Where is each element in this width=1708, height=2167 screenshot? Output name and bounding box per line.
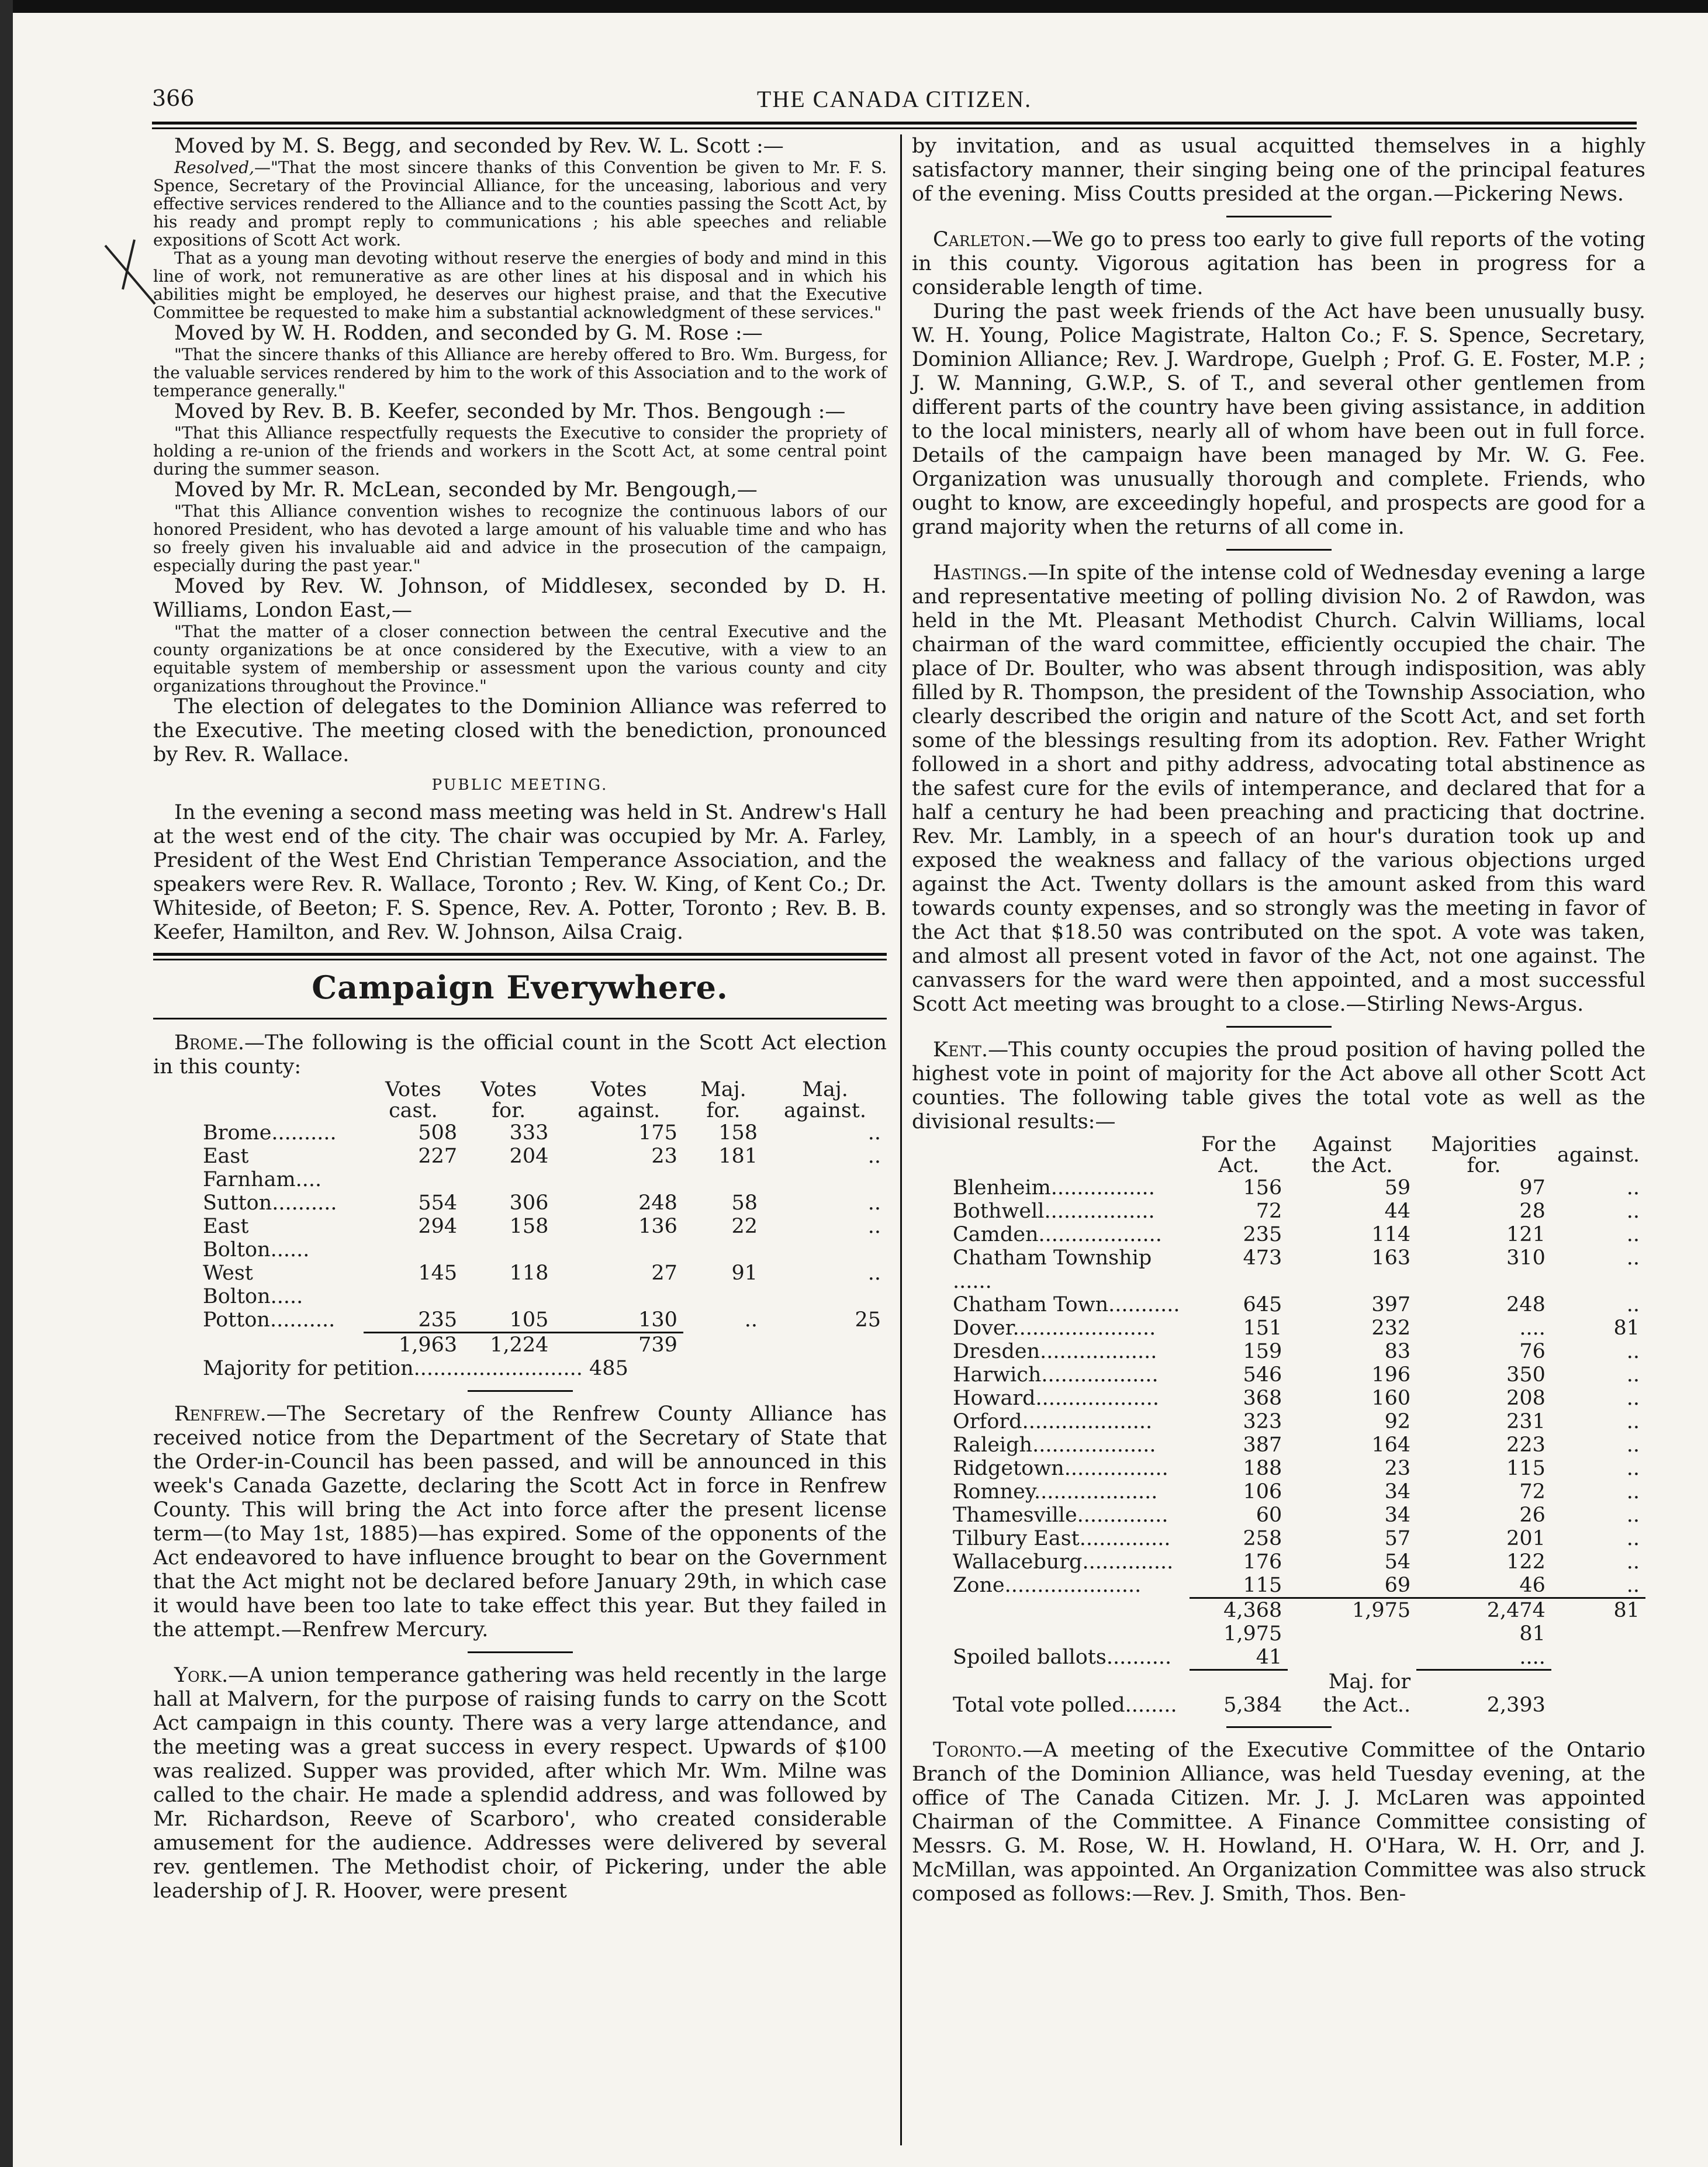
table-cell: 350 [1506,1363,1546,1387]
table-cell: 473 [1243,1246,1282,1270]
york-text: —A union temperance gathering was held recently in the large hall at Malvern, for the purpose of raising funds to carry on the Scott Act campaign in this county. There was a very large attendance, and the meeting was a great success in every respect. Upwards of $100 was realized. Supper was provided, after which Mr. Wm. Milne was called to the chair. He made a splendid address, and was followed by Mr. Richardson, Reeve of Scarboro', who created considerable amusement for the audience. Addresses were delivered by several rev. gentlemen. The Methodist choir, of Pickering, under the able leadership of J. R. Hoover, were present [153,1664,887,1903]
resolution-1b: That as a young man devoting without reserve the energies of body and mind in this line of work, not remunerative as are other lines at his disposal and in which his abilities might be employed, he deserves our highest praise, and that the Executive Committee be requested to make him a substantial acknowledgment of these services." [153,248,887,322]
table-cell: 145 [418,1262,458,1285]
item-rule [1226,1026,1332,1028]
table-cell: 310 [1506,1246,1546,1270]
table-cell: 105 [509,1308,549,1332]
header-rule [152,122,1637,125]
table-cell: 122 [1506,1550,1546,1574]
table-cell: 397 [1371,1293,1411,1316]
toronto-lead: Toronto. [933,1738,1023,1762]
table-cell: Bothwell................. [953,1200,1155,1223]
table-cell: 34 [1384,1480,1411,1504]
resolution-4: "That this Alliance convention wishes to recognize the continuous labors of our honored President, who has devoted a large amount of his valuable time and who has so freely given his invaluable aid and advice in the prosecution of the campaign, especially during the past year." [153,502,887,575]
table-cell: 25 [855,1308,881,1332]
table-cell: 72 [1256,1200,1282,1223]
table-cell: 368 [1243,1387,1282,1410]
table-cell: .. [867,1262,881,1285]
table-cell: 201 [1506,1527,1546,1550]
table-cell: 83 [1384,1340,1411,1363]
carleton-paragraph-2: During the past week friends of the Act have been unusually busy. W. H. Young, Police Magistrate, Halton Co.; F. S. Spence, Secretary, Dominion Alliance; Rev. J. Wardrope, Guelph ; Prof. G. E. Foster, M.P. ; J. W. Manning, G.W.P., S. of T., and several other gentlemen from different parts of the country have been giving assistance, in addition to the local ministers, nearly all of whom have been out in full force. Details of the campaign have been managed by Mr. W. G. Fee. Organization was unusually thorough and complete. Friends, who ought to know, are exceedingly hopeful, and prospects are good for a grand majority when the returns of all come in. [912,300,1645,539]
table-cell: 26 [1519,1504,1546,1527]
table-cell: .. [1626,1246,1640,1270]
kent-col-header: Against the Act. [1311,1133,1393,1177]
renfrew-text: —The Secretary of the Renfrew County Alliance has received notice from the Department of the Secretary of State that the Order-in-Council has been passed, and will be announced in this week's Canada Gazette, declaring the Scott Act in force in Renfrew County. This will bring the Act into force after the present license term—(to May 1st, 1885)—has expired. Some of the opponents of the Act endeavored to have influence brought to bear on the Government that the Act might not be declared before January 29th, in which case it would have been too late to take effect this year. But they failed in the attempt.—Renfrew Mercury. [153,1402,887,1641]
table-cell: .... [1519,1316,1546,1340]
table-cell: Thamesville.............. [953,1504,1168,1527]
table-cell: Sutton.......... [203,1191,337,1215]
table-cell: 554 [418,1191,458,1215]
table-cell: Camden................... [953,1223,1162,1246]
renfrew-lead: Renfrew. [174,1402,267,1426]
resolution-5: "That the matter of a closer connection between the central Executive and the county organizations be at once considered by the Executive, with a view to an equitable system of membership or assessment upon the various county and city organizations throughout the Province." [153,622,887,696]
table-cell: Potton.......... [203,1308,336,1332]
kent-subtract-row [953,1622,1645,1646]
table-cell: 5,384 [1223,1693,1282,1717]
table-cell: 46 [1519,1574,1546,1597]
brome-table-header [203,1079,887,1121]
right-column [912,134,1645,1906]
table-cell: East Farnham.... [203,1145,322,1191]
table-cell: Blenheim................ [953,1176,1155,1200]
item-rule [1226,216,1332,217]
table-cell: 115 [1243,1574,1282,1597]
table-cell: .. [1626,1200,1640,1223]
kent-vote-table [953,1134,1645,1717]
table-cell: .. [1626,1176,1640,1200]
table-cell: .... [1519,1646,1546,1669]
carleton-lead: Carleton. [933,228,1032,251]
table-cell: Brome.......... [203,1121,337,1145]
table-cell: .. [1626,1527,1640,1550]
kent-lead: Kent. [933,1038,988,1062]
table-cell: 294 [418,1215,458,1238]
table-cell: 34 [1384,1504,1411,1527]
table-cell: 41 [1256,1646,1282,1669]
table-row [203,1121,887,1145]
motion-2: Moved by W. H. Rodden, and seconded by G. M. Rose :— [174,322,763,345]
table-row [953,1316,1645,1340]
table-cell: 4,368 [1190,1598,1288,1623]
table-cell: 92 [1384,1410,1411,1433]
table-cell: East Bolton...... [203,1215,310,1262]
table-cell: 114 [1371,1223,1411,1246]
brome-lead: Brome. [174,1031,245,1055]
table-cell: 248 [638,1191,677,1215]
table-cell: .. [867,1215,881,1238]
table-cell: 508 [418,1121,458,1145]
table-cell: .. [1626,1457,1640,1480]
table-cell: 59 [1384,1176,1411,1200]
table-cell: 136 [638,1215,677,1238]
brome-col-header: Votes cast. [385,1078,441,1122]
table-cell: 387 [1243,1433,1282,1457]
table-row [953,1410,1645,1433]
resolution-2: "That the sincere thanks of this Alliance are hereby offered to Bro. Wm. Burgess, for the valuable services rendered by him to the work of this Association and to the work of temperance generally." [153,345,887,400]
table-cell: .. [1626,1550,1640,1574]
table-cell: 2,393 [1486,1693,1546,1717]
table-cell: 1,963 [364,1333,463,1357]
table-cell: 2,474 [1416,1598,1551,1623]
table-cell: .. [1626,1574,1640,1597]
kent-intro [912,1038,1645,1134]
table-cell: 158 [509,1215,549,1238]
table-cell: .. [867,1191,881,1215]
table-cell: 72 [1519,1480,1546,1504]
kent-col-header: against. [1557,1143,1640,1167]
table-cell: 1,224 [463,1333,554,1357]
table-cell: 208 [1506,1387,1546,1410]
table-cell: .. [1626,1504,1640,1527]
table-cell: 159 [1243,1340,1282,1363]
table-cell: 76 [1519,1340,1546,1363]
table-cell: 1,975 [1223,1622,1282,1646]
table-cell: 60 [1256,1504,1282,1527]
table-cell: 248 [1506,1293,1546,1316]
section-rule-thin [153,959,887,960]
table-cell: 130 [638,1308,677,1332]
table-cell: 54 [1384,1550,1411,1574]
table-cell: 176 [1243,1550,1282,1574]
hastings-lead: Hastings. [933,561,1028,585]
resolution-1 [153,158,887,249]
table-cell: Chatham Town........... [953,1293,1180,1316]
table-cell: 58 [731,1191,758,1215]
table-row [953,1480,1645,1504]
brome-totals-row [203,1333,887,1357]
page-header [152,81,1637,122]
table-cell: 27 [651,1262,677,1285]
table-cell: 232 [1371,1316,1411,1340]
table-row [953,1340,1645,1363]
table-cell: 188 [1243,1457,1282,1480]
table-cell: Spoiled ballots.......... [953,1646,1172,1669]
table-cell: 1,975 [1288,1598,1416,1623]
table-cell: .. [1626,1480,1640,1504]
table-cell: .. [1626,1410,1640,1433]
table-cell: 106 [1243,1480,1282,1504]
table-row [203,1308,887,1333]
kent-table-header [953,1134,1645,1176]
table-cell: 227 [418,1145,458,1168]
kent-col-header: Majorities for. [1431,1133,1537,1177]
york-lead: York. [174,1664,229,1687]
column-divider [900,134,902,2145]
brome-col-header: Votes against. [578,1078,661,1122]
table-cell: 323 [1243,1410,1282,1433]
table-cell: 23 [1384,1457,1411,1480]
table-cell: 333 [509,1121,549,1145]
motion-3: Moved by Rev. B. B. Keefer, seconded by Mr. Thos. Bengough :— [174,400,846,423]
carleton-paragraph [912,228,1645,300]
hastings-paragraph [912,561,1645,1017]
table-cell: 81 [1519,1622,1546,1646]
table-cell: the Act.. [1323,1693,1411,1717]
resolved-label: Resolved, [174,158,255,177]
toronto-paragraph [912,1739,1645,1906]
motion-4: Moved by Mr. R. McLean, seconded by Mr. Bengough,— [174,478,758,502]
table-row [953,1504,1645,1527]
table-cell: .. [1626,1223,1640,1246]
table-cell: .. [1626,1363,1640,1387]
table-row [953,1363,1645,1387]
section-title: Campaign Everywhere. [312,969,728,1006]
table-cell: 160 [1371,1387,1411,1410]
brome-col-header: Maj. against. [783,1078,867,1122]
table-cell: 306 [509,1191,549,1215]
toronto-text: —A meeting of the Executive Committee of the Ontario Branch of the Dominion Alliance, was held Tuesday evening, at the office of The Canada Citizen. Mr. J. J. McLaren was appointed Chairman of the Committee. A Finance Committee consisting of Messrs. G. M. Rose, W. H. Howland, H. O'Hara, W. H. Orr, and J. McMillan, was appointed. An Organization Committee was also struck composed as follows:—Rev. J. Smith, Thos. Ben- [912,1738,1645,1906]
table-cell: 69 [1384,1574,1411,1597]
table-cell: Dover...................... [953,1316,1156,1340]
table-row [953,1574,1645,1598]
table-cell: 235 [418,1308,458,1332]
table-cell: 57 [1384,1527,1411,1550]
public-meeting-heading: PUBLIC MEETING. [431,776,608,794]
table-row [953,1527,1645,1550]
resolution-1-text: —"That the most sincere thanks of this Convention be given to Mr. F. S. Spence, Secretary of the Provincial Alliance, for the unceasing, laborious and very effective services rendered to the Alliance and to the counties passing the Scott Act, by his ready and prompt reply to communications ; his able speeches and reliable expositions of Scott Act work. [153,158,887,250]
table-row [953,1246,1645,1293]
table-cell: Wallaceburg.............. [953,1550,1174,1574]
item-rule [468,1651,573,1653]
table-row [953,1433,1645,1457]
newspaper-title: THE CANADA CITIZEN. [756,86,1032,112]
table-cell: 645 [1243,1293,1282,1316]
table-cell: .. [867,1121,881,1145]
scan-top-border [0,0,1708,13]
table-cell: 28 [1519,1200,1546,1223]
table-row [953,1387,1645,1410]
table-cell: 231 [1506,1410,1546,1433]
table-cell: 196 [1371,1363,1411,1387]
executive-paragraph: The election of delegates to the Dominion Alliance was referred to the Executive. The meeting closed with the benediction, pronounced by Rev. R. Wallace. [153,695,887,766]
header-rule-thin [152,127,1637,129]
table-row [203,1215,887,1262]
section-rule [153,953,887,956]
item-rule [1226,1726,1332,1728]
motion-1: Moved by M. S. Begg, and seconded by Rev. W. L. Scott :— [174,134,784,158]
left-column [153,134,887,1903]
table-cell: 156 [1243,1176,1282,1200]
carleton-text: —We go to press too early to give full reports of the voting in this county. Vigorous agitation has been in progress for a considerable length of time. [912,228,1645,299]
table-row [203,1262,887,1308]
table-cell: Maj. for [1328,1670,1411,1693]
table-cell: 121 [1506,1223,1546,1246]
table-cell: Dresden.................. [953,1340,1157,1363]
table-cell: .. [867,1145,881,1168]
brome-intro-text: —The following is the official count in the Scott Act election in this county: [153,1031,887,1079]
table-cell: .. [1626,1293,1640,1316]
table-cell: 115 [1506,1457,1546,1480]
brome-vote-table [203,1079,887,1357]
brome-col-header: Maj. for. [700,1078,746,1122]
table-cell: 223 [1506,1433,1546,1457]
table-cell: 97 [1519,1176,1546,1200]
scan-left-edge [0,0,13,2167]
item-rule [468,1390,573,1392]
brome-col-header: Votes for. [480,1078,537,1122]
table-cell: 258 [1243,1527,1282,1550]
table-cell: 204 [509,1145,549,1168]
york-continuation: by invitation, and as usual acquitted themselves in a highly satisfactory manner, their singing being one of the principal features of the evening. Miss Coutts presided at the organ.—Pickering News. [912,134,1645,206]
table-cell: Tilbury East.............. [953,1527,1171,1550]
table-cell: 739 [554,1333,683,1357]
item-rule [1226,549,1332,551]
table-cell: 158 [718,1121,758,1145]
page-number: 366 [152,85,195,111]
table-cell: Harwich.................. [953,1363,1159,1387]
kent-spoiled-row [953,1646,1645,1670]
table-cell: Ridgetown................ [953,1457,1168,1480]
table-cell: 175 [638,1121,677,1145]
table-cell: Total vote polled........ [953,1693,1177,1717]
renfrew-paragraph [153,1402,887,1642]
public-meeting-paragraph: In the evening a second mass meeting was held in St. Andrew's Hall at the west end of the city. The chair was occupied by Mr. A. Farley, President of the West End Christian Temperance Association, and the speakers were Rev. R. Wallace, Toronto ; Rev. W. King, of Kent Co.; Dr. Whiteside, of Beeton; F. S. Spence, Rev. A. Potter, Toronto ; Rev. B. B. Keefer, Hamilton, and Rev. W. Johnson, Ailsa Craig. [153,801,887,944]
table-cell: .. [1626,1340,1640,1363]
table-cell: Zone..................... [953,1574,1142,1597]
table-row [953,1550,1645,1574]
table-cell: 181 [718,1145,758,1168]
table-cell: 164 [1371,1433,1411,1457]
table-row [953,1457,1645,1480]
table-cell: 151 [1243,1316,1282,1340]
table-cell: .. [1626,1433,1640,1457]
table-cell: Orford.................... [953,1410,1153,1433]
kent-intro-text: —This county occupies the proud position of having polled the highest vote in point of majority for the Act above all other Scott Act counties. The following table gives the total vote as well as the divisional results:— [912,1038,1645,1133]
table-row [953,1176,1645,1200]
section-title-rule [153,1018,887,1019]
table-cell: Raleigh................... [953,1433,1156,1457]
table-cell: 235 [1243,1223,1282,1246]
brome-intro [153,1031,887,1079]
kent-majority-label-row [953,1670,1645,1693]
table-cell: .. [744,1308,758,1332]
brome-majority: Majority for petition.......................... 485 [203,1357,628,1380]
resolution-3: "That this Alliance respectfully requests the Executive to consider the propriety of holding a re-union of the friends and workers in the Scott Act, at some central point during the summer season. [153,423,887,479]
table-cell: 91 [731,1262,758,1285]
table-cell: 81 [1613,1316,1640,1340]
table-cell: 163 [1371,1246,1411,1270]
kent-col-header: For the Act. [1201,1133,1277,1177]
table-cell: 118 [509,1262,549,1285]
hastings-text: —In spite of the intense cold of Wednesday evening a large and representative meeting of polling division No. 2 of Rawdon, was held in the Mt. Pleasant Methodist Church. Calvin Williams, local chairman of the ward committee, efficiently occupied the chair. The place of Dr. Boulter, who was absent through indisposition, was ably filled by R. Thompson, the president of the Township Association, who clearly described the origin and nature of the Scott Act, and set forth some of the blessings resulting from its adoption. Rev. Father Wright followed in a short and pithy address, advocating total abstinence as the safest cure for the evils of intemperance, and declared that for a half a century he had been preaching and practicing that doctrine. Rev. Mr. Lambly, in a speech of an hour's duration took up and exposed the weakness and fallacy of the various objections urged against the Act. Twenty dollars is the amount asked from this ward towards county expenses, and so strongly was the meeting in favor of the Act that $18.50 was contributed on the spot. A vote was taken, and almost all present voted in favor of the Act, not one against. The canvassers for the ward were then appointed, and a most successful Scott Act meeting was brought to a close.—Stirling News-Argus. [912,561,1645,1016]
kent-polled-row [953,1693,1645,1717]
table-row [203,1145,887,1191]
table-cell: Howard................... [953,1387,1159,1410]
table-row [203,1191,887,1215]
table-row [953,1293,1645,1316]
table-cell: 81 [1551,1598,1645,1623]
table-cell: 44 [1384,1200,1411,1223]
table-cell: West Bolton..... [203,1262,303,1308]
table-cell: Chatham Township ...... [953,1246,1152,1293]
table-cell: .. [1626,1387,1640,1410]
kent-totals-row [953,1598,1645,1623]
york-paragraph [153,1664,887,1903]
table-row [953,1200,1645,1223]
table-cell: Romney................... [953,1480,1158,1504]
table-cell: 546 [1243,1363,1282,1387]
motion-5: Moved by Rev. W. Johnson, of Middlesex, seconded by D. H. Williams, London East,— [153,575,887,622]
table-cell: 23 [651,1145,677,1168]
table-row [953,1223,1645,1246]
table-cell: 22 [731,1215,758,1238]
